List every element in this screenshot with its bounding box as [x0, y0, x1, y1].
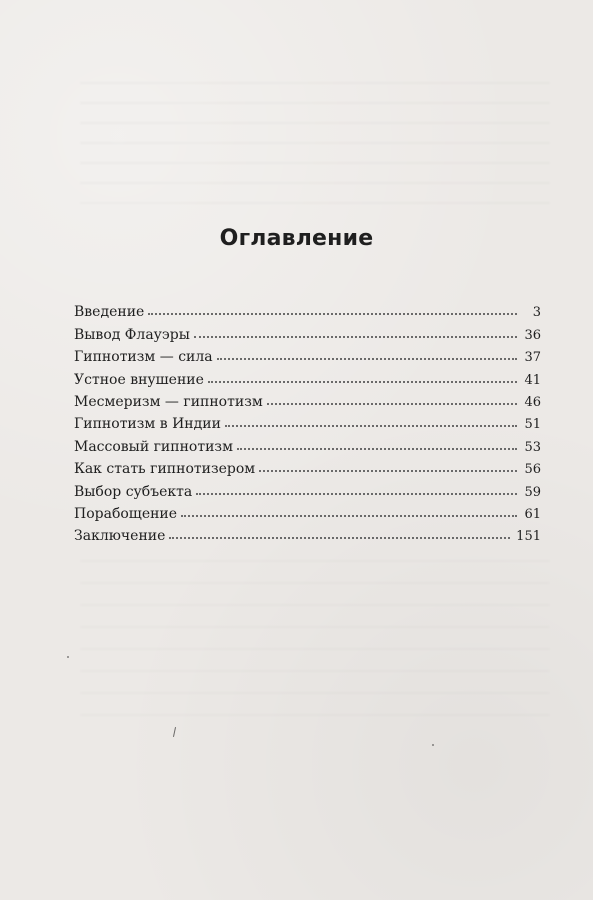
table-of-contents: [74, 297, 541, 543]
leader-dots: [148, 313, 517, 315]
toc-page-number: 56: [524, 462, 541, 478]
toc-row: [74, 319, 541, 341]
toc-row: [74, 409, 541, 431]
toc-row: [74, 431, 541, 453]
leader-dots: [259, 470, 517, 472]
toc-title: Гипнотизм — сила: [74, 349, 213, 366]
toc-row: [74, 342, 541, 364]
toc-page-number: 3: [532, 305, 541, 321]
toc-title: Введение: [74, 304, 145, 321]
leader-dots: [237, 448, 517, 450]
show-through-text-top: [80, 82, 550, 222]
leader-dots: [181, 515, 517, 517]
toc-page-number: 61: [524, 506, 541, 522]
toc-page-number: 151: [516, 529, 541, 545]
toc-row: [74, 476, 541, 498]
toc-row: [74, 364, 541, 386]
toc-title: Выбор субъекта: [74, 483, 193, 500]
leader-dots: [217, 358, 517, 360]
paper-speck: [432, 744, 434, 746]
page-title: Оглавление: [219, 226, 374, 251]
toc-page-number: 59: [524, 484, 541, 500]
leader-dots: [225, 425, 517, 427]
toc-page-number: 36: [524, 327, 541, 343]
toc-page-number: 51: [524, 417, 541, 433]
toc-title: Устное внушение: [74, 371, 204, 388]
toc-title: Вывод Флауэры: [74, 326, 190, 343]
leader-dots: [208, 381, 517, 383]
toc-row: [74, 454, 541, 476]
toc-page-number: 53: [524, 439, 541, 455]
leader-dots: [169, 537, 510, 539]
toc-row: [74, 521, 541, 543]
toc-title: Порабощение: [74, 505, 178, 522]
paper-speck: [67, 656, 69, 658]
paper-mark: [173, 727, 176, 737]
leader-dots: [194, 336, 517, 338]
toc-title: Месмеризм — гипнотизм: [74, 393, 263, 410]
toc-title: Как стать гипнотизером: [74, 461, 256, 478]
toc-page-number: 46: [524, 394, 541, 410]
toc-row: [74, 297, 541, 319]
toc-title: Массовый гипнотизм: [74, 438, 233, 455]
toc-title: Гипнотизм в Индии: [74, 416, 221, 433]
toc-title: Заключение: [74, 528, 166, 545]
toc-page-number: 41: [524, 372, 541, 388]
toc-page-number: 37: [524, 350, 541, 366]
toc-row: [74, 387, 541, 409]
leader-dots: [196, 493, 517, 495]
show-through-text-bottom: [80, 560, 550, 720]
toc-row: [74, 499, 541, 521]
leader-dots: [267, 403, 517, 405]
